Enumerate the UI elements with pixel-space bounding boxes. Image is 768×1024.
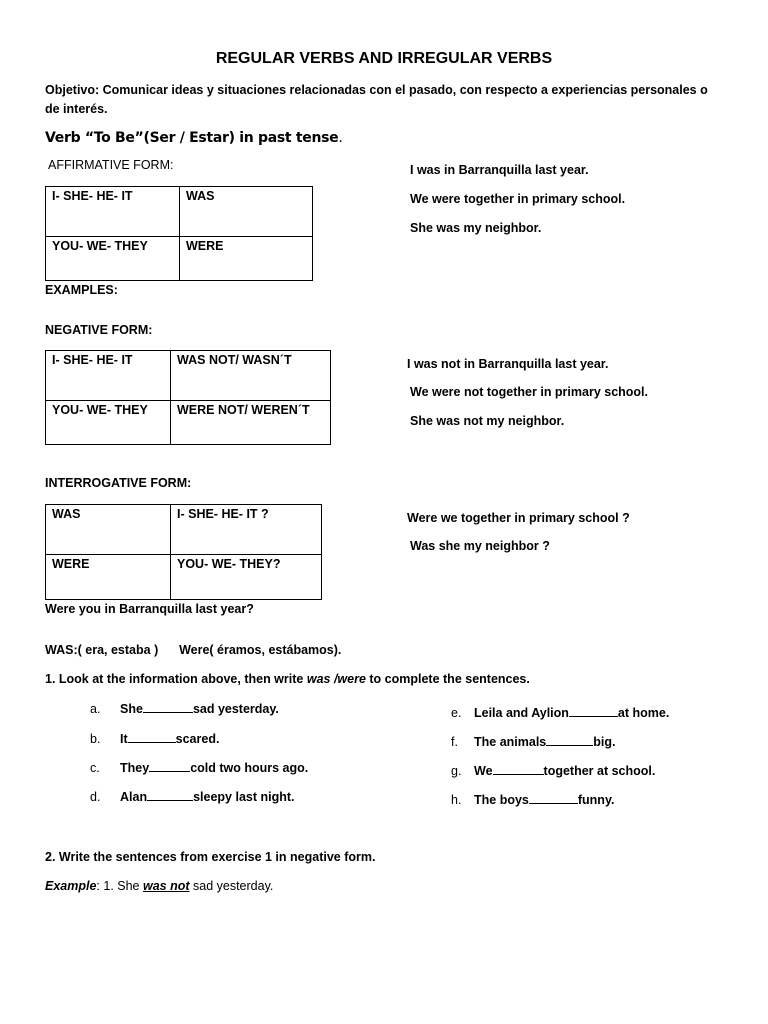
prompt-text: to complete the sentences. <box>365 672 530 686</box>
answer-blank[interactable] <box>569 705 618 717</box>
table-cell: WERE <box>46 555 171 600</box>
example-text: : 1. She <box>96 879 143 893</box>
example-label: Example <box>45 879 97 893</box>
example-answer: was not <box>142 879 190 893</box>
prompt-text: 1. Look at the information above, then write <box>45 672 307 686</box>
item-text: big. <box>593 735 616 749</box>
table-row <box>46 237 313 281</box>
item-label: a. <box>90 702 101 716</box>
item-label: d. <box>90 790 101 804</box>
example-sentence: Was she my neighbor ? <box>410 539 550 553</box>
exercise-item <box>451 705 669 720</box>
exercise1-prompt <box>45 672 530 686</box>
item-label: e. <box>451 706 462 720</box>
item-text: Leila and Aylion <box>474 706 569 720</box>
answer-blank[interactable] <box>529 792 578 804</box>
exercise2-prompt: 2. Write the sentences from exercise 1 in negative form. <box>45 850 376 864</box>
affirmative-table <box>45 186 313 281</box>
verb-heading-text: Verb “To Be”(Ser / Estar) in past tense <box>45 130 339 146</box>
table-row <box>46 505 322 555</box>
table-cell: I- SHE- HE- IT <box>46 187 180 237</box>
table-cell: YOU- WE- THEY <box>46 237 180 281</box>
interrogative-example: Were you in Barranquilla last year? <box>45 602 254 616</box>
exercise-item <box>451 763 655 778</box>
interrogative-table <box>45 504 322 600</box>
item-text: sleepy last night. <box>193 790 295 804</box>
item-label: b. <box>90 732 101 746</box>
example-sentence: She was my neighbor. <box>410 221 542 235</box>
table-cell: WAS <box>180 187 313 237</box>
exercise-item <box>90 789 295 804</box>
item-text: funny. <box>577 793 615 807</box>
examples-label: EXAMPLES: <box>45 283 118 297</box>
item-label: c. <box>90 761 100 775</box>
item-text: It <box>120 732 128 746</box>
interrogative-label: INTERROGATIVE FORM: <box>45 476 192 490</box>
table-cell: WAS <box>46 505 171 555</box>
example-sentence: I was not in Barranquilla last year. <box>407 357 609 371</box>
example-sentence: Were we together in primary school ? <box>407 511 630 525</box>
page-title: REGULAR VERBS AND IRREGULAR VERBS <box>215 50 553 67</box>
table-row <box>46 187 313 237</box>
item-text: She <box>120 702 143 716</box>
table-cell: WERE NOT/ WEREN´T <box>171 401 331 445</box>
exercise-item <box>90 701 279 716</box>
item-text: scared. <box>175 732 220 746</box>
table-row <box>46 351 331 401</box>
table-cell: YOU- WE- THEY? <box>171 555 322 600</box>
answer-blank[interactable] <box>143 701 193 713</box>
negative-label: NEGATIVE FORM: <box>45 323 153 337</box>
prompt-emphasis: was /were <box>306 672 366 686</box>
answer-blank[interactable] <box>149 760 190 772</box>
item-text: The animals <box>474 735 547 749</box>
item-label: f. <box>451 735 458 749</box>
item-text: cold two hours ago. <box>190 761 309 775</box>
table-row <box>46 401 331 445</box>
answer-blank[interactable] <box>493 763 544 775</box>
table-cell: WAS NOT/ WASN´T <box>171 351 331 401</box>
item-text: The boys <box>474 793 529 807</box>
table-row <box>46 555 322 600</box>
item-text: at home. <box>617 706 670 720</box>
objective-text: Objetivo: Comunicar ideas y situaciones relacionadas con el pasado, con respecto a experiencias personales o de interés. <box>45 83 708 116</box>
example-sentence: We were not together in primary school. <box>410 385 649 399</box>
exercise2-example <box>45 879 273 893</box>
exercise-item <box>451 734 615 749</box>
example-sentence: We were together in primary school. <box>410 192 626 206</box>
item-label: g. <box>451 764 462 778</box>
item-text: sad yesterday. <box>192 702 279 716</box>
affirmative-label: AFFIRMATIVE FORM: <box>48 158 174 172</box>
table-cell: WERE <box>180 237 313 281</box>
meaning-line: WAS:( era, estaba ) Were( éramos, estábamos). <box>45 643 342 657</box>
exercise-item <box>451 792 614 807</box>
example-sentence: I was in Barranquilla last year. <box>410 163 589 177</box>
table-cell: YOU- WE- THEY <box>46 401 171 445</box>
item-text: They <box>120 761 150 775</box>
item-text: We <box>474 764 493 778</box>
example-text: sad yesterday. <box>189 879 274 893</box>
item-text: Alan <box>120 790 148 804</box>
verb-heading-period: . <box>338 130 343 146</box>
verb-heading <box>45 130 343 146</box>
negative-table <box>45 350 331 445</box>
answer-blank[interactable] <box>147 789 193 801</box>
exercise-item <box>90 731 219 746</box>
item-text: together at school. <box>543 764 656 778</box>
answer-blank[interactable] <box>128 731 176 743</box>
exercise-item <box>90 760 308 775</box>
item-label: h. <box>451 793 462 807</box>
example-sentence: She was not my neighbor. <box>410 414 565 428</box>
table-cell: I- SHE- HE- IT <box>46 351 171 401</box>
table-cell: I- SHE- HE- IT ? <box>171 505 322 555</box>
answer-blank[interactable] <box>546 734 593 746</box>
